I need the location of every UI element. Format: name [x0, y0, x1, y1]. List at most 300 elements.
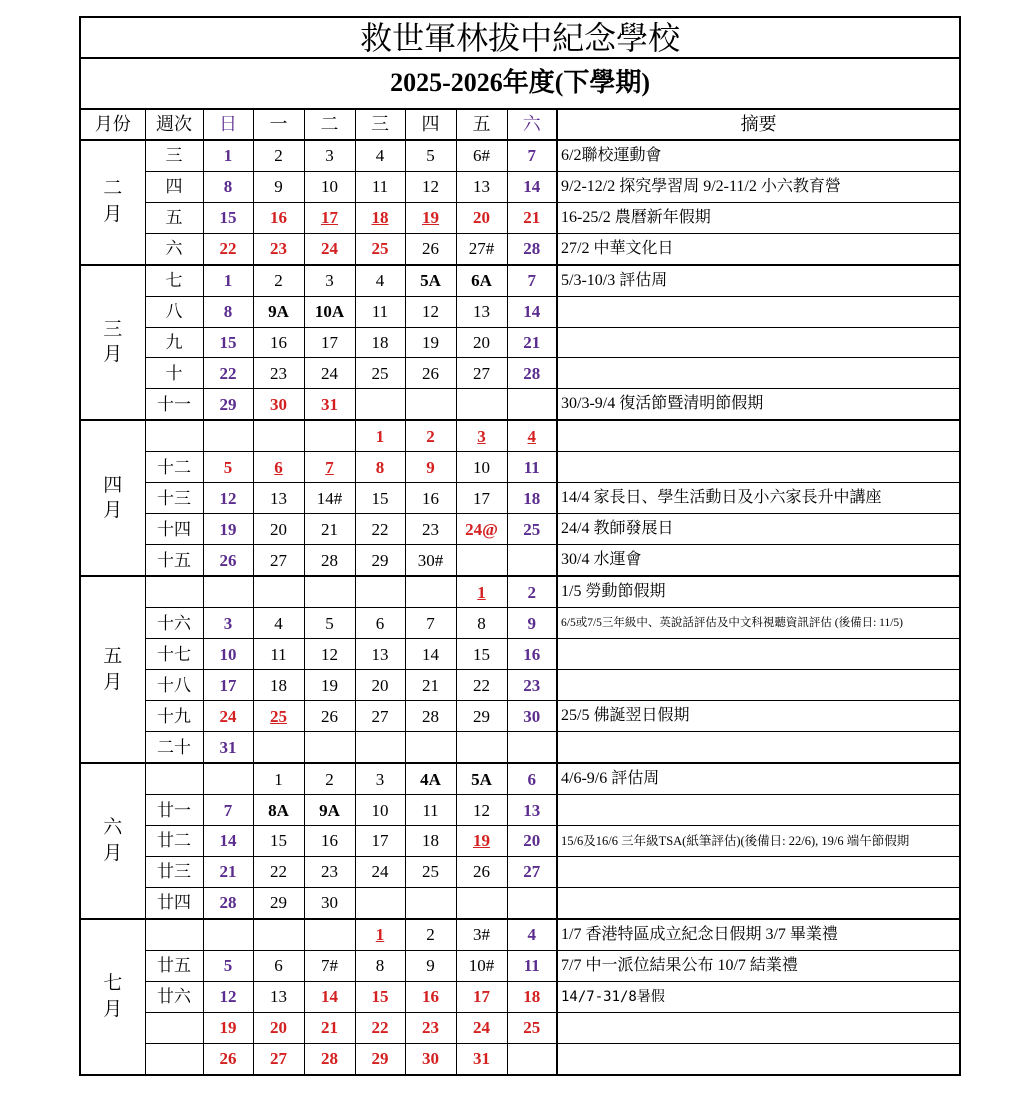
- day-cell: [456, 389, 507, 420]
- memo-cell: [557, 1012, 960, 1043]
- week-number: [145, 420, 203, 451]
- week-row: [80, 483, 960, 514]
- day-cell: 21: [507, 327, 557, 358]
- week-row: [80, 608, 960, 639]
- day-cell: [456, 545, 507, 576]
- week-header: 週次: [145, 109, 203, 140]
- day-cell: [304, 576, 355, 607]
- day-cell: [405, 887, 456, 918]
- day-cell: 9A: [253, 296, 304, 327]
- day-cell: 8A: [253, 795, 304, 826]
- memo-cell: [557, 795, 960, 826]
- day-cell: 23: [507, 670, 557, 701]
- day-cell: 18: [507, 981, 557, 1012]
- day-header-sun: 日: [203, 109, 253, 140]
- day-cell: 3: [203, 608, 253, 639]
- day-cell: 15: [355, 981, 405, 1012]
- day-cell: 12: [405, 171, 456, 202]
- day-cell: 9: [405, 950, 456, 981]
- day-cell: 28: [304, 545, 355, 576]
- memo-cell: [557, 296, 960, 327]
- day-cell: 17: [355, 826, 405, 857]
- day-cell: 30: [507, 701, 557, 732]
- day-cell: 7: [507, 140, 557, 171]
- memo-cell: 15/6及16/6 三年級TSA(紙筆評估)(後備日: 22/6), 19/6 端午節假期: [557, 826, 960, 857]
- day-cell: [355, 576, 405, 607]
- day-cell: [203, 919, 253, 950]
- month-label: 五 月: [80, 576, 145, 763]
- header-row: [80, 109, 960, 140]
- day-cell: 17: [304, 202, 355, 233]
- day-cell: 14: [507, 171, 557, 202]
- week-row: [80, 763, 960, 794]
- day-cell: 9: [507, 608, 557, 639]
- day-cell: 20: [507, 826, 557, 857]
- week-number: 廿六: [145, 981, 203, 1012]
- day-cell: 1: [253, 763, 304, 794]
- day-cell: 5: [203, 452, 253, 483]
- day-cell: 12: [203, 981, 253, 1012]
- day-cell: 28: [507, 233, 557, 264]
- day-cell: 27: [355, 701, 405, 732]
- week-row: [80, 296, 960, 327]
- day-cell: 13: [253, 483, 304, 514]
- week-number: [145, 919, 203, 950]
- day-cell: 12: [203, 483, 253, 514]
- day-cell: 11: [355, 296, 405, 327]
- memo-cell: 9/2-12/2 探究學習周 9/2-11/2 小六教育營: [557, 171, 960, 202]
- month-label: 六 月: [80, 763, 145, 919]
- month-label: 三 月: [80, 265, 145, 421]
- day-cell: 19: [203, 1012, 253, 1043]
- day-cell: 7#: [304, 950, 355, 981]
- day-cell: 4: [507, 919, 557, 950]
- day-cell: 28: [507, 358, 557, 389]
- day-cell: 31: [304, 389, 355, 420]
- day-cell: 11: [405, 795, 456, 826]
- day-cell: 1: [203, 140, 253, 171]
- day-cell: [304, 420, 355, 451]
- day-cell: 23: [405, 514, 456, 545]
- day-cell: 6: [507, 763, 557, 794]
- month-label: 二 月: [80, 140, 145, 265]
- day-cell: 7: [304, 452, 355, 483]
- day-header-thu: 四: [405, 109, 456, 140]
- day-cell: 2: [253, 265, 304, 296]
- day-cell: 16: [253, 202, 304, 233]
- week-row: [80, 140, 960, 171]
- memo-cell: [557, 358, 960, 389]
- day-cell: 17: [456, 981, 507, 1012]
- day-cell: 27: [253, 545, 304, 576]
- day-cell: [304, 732, 355, 763]
- day-cell: 9A: [304, 795, 355, 826]
- day-cell: 16: [507, 639, 557, 670]
- day-cell: [203, 420, 253, 451]
- day-cell: 19: [405, 202, 456, 233]
- day-cell: 2: [405, 919, 456, 950]
- week-number: 十六: [145, 608, 203, 639]
- day-cell: 29: [355, 545, 405, 576]
- day-cell: [203, 763, 253, 794]
- day-cell: 24: [304, 358, 355, 389]
- week-row: [80, 545, 960, 576]
- day-cell: 11: [355, 171, 405, 202]
- day-cell: 22: [203, 358, 253, 389]
- week-number: 十八: [145, 670, 203, 701]
- day-cell: 26: [203, 545, 253, 576]
- week-row: [80, 826, 960, 857]
- day-cell: 20: [456, 327, 507, 358]
- day-cell: 10: [355, 795, 405, 826]
- week-row: [80, 171, 960, 202]
- week-row: [80, 639, 960, 670]
- day-cell: 19: [203, 514, 253, 545]
- day-cell: 11: [507, 950, 557, 981]
- day-cell: 25: [355, 233, 405, 264]
- week-number: 十四: [145, 514, 203, 545]
- week-number: 十九: [145, 701, 203, 732]
- day-cell: 21: [304, 1012, 355, 1043]
- day-cell: 10: [456, 452, 507, 483]
- day-cell: 7: [405, 608, 456, 639]
- day-cell: 3#: [456, 919, 507, 950]
- week-number: 八: [145, 296, 203, 327]
- day-cell: 18: [355, 327, 405, 358]
- day-cell: [456, 887, 507, 918]
- day-cell: 29: [456, 701, 507, 732]
- day-cell: 26: [456, 856, 507, 887]
- memo-cell: 27/2 中華文化日: [557, 233, 960, 264]
- day-cell: 1: [355, 919, 405, 950]
- week-row: [80, 670, 960, 701]
- day-cell: 26: [304, 701, 355, 732]
- day-cell: 13: [456, 296, 507, 327]
- week-row: [80, 389, 960, 420]
- day-cell: 4: [355, 140, 405, 171]
- day-cell: 10: [304, 171, 355, 202]
- day-cell: 12: [405, 296, 456, 327]
- week-number: [145, 576, 203, 607]
- memo-cell: 5/3-10/3 評估周: [557, 265, 960, 296]
- day-cell: [507, 1043, 557, 1075]
- day-cell: 22: [203, 233, 253, 264]
- day-cell: 13: [456, 171, 507, 202]
- day-cell: 22: [355, 514, 405, 545]
- day-cell: 16: [405, 483, 456, 514]
- day-cell: 27#: [456, 233, 507, 264]
- day-cell: 21: [304, 514, 355, 545]
- day-cell: 6#: [456, 140, 507, 171]
- month-label: 七 月: [80, 919, 145, 1075]
- day-cell: 24: [355, 856, 405, 887]
- day-cell: [507, 545, 557, 576]
- day-cell: 17: [203, 670, 253, 701]
- day-cell: 14: [405, 639, 456, 670]
- week-row: [80, 856, 960, 887]
- week-number: 十: [145, 358, 203, 389]
- week-row: [80, 701, 960, 732]
- week-row: [80, 1012, 960, 1043]
- day-cell: 21: [507, 202, 557, 233]
- day-cell: 7: [507, 265, 557, 296]
- day-cell: 2: [253, 140, 304, 171]
- day-cell: 8: [203, 171, 253, 202]
- week-row: [80, 420, 960, 451]
- day-cell: 17: [456, 483, 507, 514]
- week-row: [80, 358, 960, 389]
- day-header-sat: 六: [507, 109, 557, 140]
- day-cell: 5A: [456, 763, 507, 794]
- day-cell: [253, 919, 304, 950]
- day-cell: 3: [304, 140, 355, 171]
- day-cell: 14#: [304, 483, 355, 514]
- day-cell: 3: [456, 420, 507, 451]
- day-cell: 24: [304, 233, 355, 264]
- memo-cell: 1/5 勞動節假期: [557, 576, 960, 607]
- academic-year-title: 2025-2026年度(下學期): [80, 58, 960, 108]
- day-cell: 25: [507, 514, 557, 545]
- day-cell: 26: [405, 233, 456, 264]
- day-cell: 30: [304, 887, 355, 918]
- memo-cell: 14/7-31/8暑假: [557, 981, 960, 1012]
- day-cell: 21: [203, 856, 253, 887]
- day-cell: 12: [456, 795, 507, 826]
- day-cell: 15: [253, 826, 304, 857]
- week-number: [145, 1043, 203, 1075]
- day-cell: 23: [405, 1012, 456, 1043]
- day-cell: 30: [253, 389, 304, 420]
- day-cell: 26: [203, 1043, 253, 1075]
- school-name-title: 救世軍林拔中紀念學校: [80, 17, 960, 58]
- week-number: 十一: [145, 389, 203, 420]
- day-cell: [203, 576, 253, 607]
- week-number: 十七: [145, 639, 203, 670]
- day-cell: [456, 732, 507, 763]
- memo-cell: 4/6-9/6 評估周: [557, 763, 960, 794]
- day-cell: 22: [253, 856, 304, 887]
- memo-cell: [557, 639, 960, 670]
- day-cell: 23: [253, 233, 304, 264]
- day-cell: 18: [507, 483, 557, 514]
- day-cell: 19: [456, 826, 507, 857]
- day-cell: 18: [355, 202, 405, 233]
- day-cell: 13: [355, 639, 405, 670]
- memo-cell: [557, 856, 960, 887]
- week-number: 二十: [145, 732, 203, 763]
- day-cell: 2: [507, 576, 557, 607]
- week-number: 廿五: [145, 950, 203, 981]
- day-cell: 10A: [304, 296, 355, 327]
- day-cell: 15: [203, 327, 253, 358]
- day-header-tue: 二: [304, 109, 355, 140]
- day-cell: 23: [304, 856, 355, 887]
- day-cell: 28: [203, 887, 253, 918]
- day-cell: 2: [405, 420, 456, 451]
- memo-cell: [557, 670, 960, 701]
- day-cell: [507, 389, 557, 420]
- memo-cell: 1/7 香港特區成立紀念日假期 3/7 畢業禮: [557, 919, 960, 950]
- day-cell: 14: [304, 981, 355, 1012]
- day-cell: 28: [304, 1043, 355, 1075]
- week-row: [80, 950, 960, 981]
- day-cell: 29: [203, 389, 253, 420]
- day-cell: 23: [253, 358, 304, 389]
- week-row: [80, 919, 960, 950]
- day-cell: 19: [304, 670, 355, 701]
- day-cell: 18: [405, 826, 456, 857]
- memo-cell: [557, 732, 960, 763]
- week-number: 十五: [145, 545, 203, 576]
- day-cell: 28: [405, 701, 456, 732]
- day-cell: 26: [405, 358, 456, 389]
- day-cell: 30#: [405, 545, 456, 576]
- day-cell: 7: [203, 795, 253, 826]
- week-number: 廿一: [145, 795, 203, 826]
- day-cell: 6A: [456, 265, 507, 296]
- week-row: [80, 233, 960, 264]
- week-number: 四: [145, 171, 203, 202]
- day-cell: 17: [304, 327, 355, 358]
- day-cell: 4: [507, 420, 557, 451]
- day-cell: 19: [405, 327, 456, 358]
- day-cell: [355, 887, 405, 918]
- memo-cell: 6/5或7/5三年級中、英說話評估及中文科視聽資訊評估 (後備日: 11/5): [557, 608, 960, 639]
- week-row: [80, 1043, 960, 1075]
- day-cell: [405, 732, 456, 763]
- day-cell: 3: [304, 265, 355, 296]
- day-cell: 16: [304, 826, 355, 857]
- week-number: 九: [145, 327, 203, 358]
- week-number: 十二: [145, 452, 203, 483]
- day-cell: 25: [405, 856, 456, 887]
- day-cell: 10#: [456, 950, 507, 981]
- day-cell: 8: [456, 608, 507, 639]
- day-cell: 8: [203, 296, 253, 327]
- day-cell: 20: [253, 1012, 304, 1043]
- day-cell: [507, 887, 557, 918]
- memo-cell: [557, 420, 960, 451]
- week-row: [80, 887, 960, 918]
- day-cell: 12: [304, 639, 355, 670]
- day-cell: 15: [456, 639, 507, 670]
- school-calendar-table: [79, 16, 961, 1076]
- day-cell: 5: [203, 950, 253, 981]
- day-cell: 5: [405, 140, 456, 171]
- week-row: [80, 327, 960, 358]
- memo-cell: [557, 327, 960, 358]
- week-row: [80, 576, 960, 607]
- day-cell: 16: [253, 327, 304, 358]
- memo-cell: 7/7 中一派位結果公布 10/7 結業禮: [557, 950, 960, 981]
- day-cell: 4: [355, 265, 405, 296]
- day-cell: 10: [203, 639, 253, 670]
- week-row: [80, 732, 960, 763]
- day-cell: 6: [253, 452, 304, 483]
- day-cell: 11: [507, 452, 557, 483]
- day-cell: 24: [203, 701, 253, 732]
- memo-cell: 6/2聯校運動會: [557, 140, 960, 171]
- memo-cell: 14/4 家長日、學生活動日及小六家長升中講座: [557, 483, 960, 514]
- day-cell: 9: [253, 171, 304, 202]
- day-cell: 1: [355, 420, 405, 451]
- month-label: 四 月: [80, 420, 145, 576]
- week-number: 六: [145, 233, 203, 264]
- memo-cell: 24/4 教師發展日: [557, 514, 960, 545]
- memo-cell: 30/3-9/4 復活節暨清明節假期: [557, 389, 960, 420]
- week-number: 五: [145, 202, 203, 233]
- day-cell: 20: [355, 670, 405, 701]
- memo-cell: [557, 452, 960, 483]
- week-number: 廿四: [145, 887, 203, 918]
- memo-cell: 30/4 水運會: [557, 545, 960, 576]
- day-cell: 3: [355, 763, 405, 794]
- week-row: [80, 514, 960, 545]
- day-cell: 22: [456, 670, 507, 701]
- week-number: 三: [145, 140, 203, 171]
- day-cell: 16: [405, 981, 456, 1012]
- day-cell: 5: [304, 608, 355, 639]
- day-cell: 14: [507, 296, 557, 327]
- day-cell: 27: [456, 358, 507, 389]
- day-cell: 25: [355, 358, 405, 389]
- week-number: [145, 1012, 203, 1043]
- memo-header: 摘要: [557, 109, 960, 140]
- day-cell: 30: [405, 1043, 456, 1075]
- day-cell: 25: [507, 1012, 557, 1043]
- day-cell: [253, 732, 304, 763]
- week-number: [145, 763, 203, 794]
- day-cell: 11: [253, 639, 304, 670]
- day-cell: 8: [355, 452, 405, 483]
- memo-cell: [557, 887, 960, 918]
- day-header-fri: 五: [456, 109, 507, 140]
- memo-cell: 25/5 佛誕翌日假期: [557, 701, 960, 732]
- day-cell: 22: [355, 1012, 405, 1043]
- week-row: [80, 795, 960, 826]
- day-cell: 25: [253, 701, 304, 732]
- day-cell: 29: [253, 887, 304, 918]
- day-cell: 14: [203, 826, 253, 857]
- day-cell: 31: [456, 1043, 507, 1075]
- day-cell: [405, 389, 456, 420]
- week-row: [80, 981, 960, 1012]
- day-cell: [253, 420, 304, 451]
- day-cell: [355, 389, 405, 420]
- day-cell: [405, 576, 456, 607]
- day-cell: 15: [355, 483, 405, 514]
- day-cell: 1: [456, 576, 507, 607]
- memo-cell: [557, 1043, 960, 1075]
- day-cell: 5A: [405, 265, 456, 296]
- day-header-mon: 一: [253, 109, 304, 140]
- day-cell: 6: [355, 608, 405, 639]
- day-cell: [507, 732, 557, 763]
- day-cell: 6: [253, 950, 304, 981]
- day-cell: 4: [253, 608, 304, 639]
- day-cell: 18: [253, 670, 304, 701]
- week-number: 廿二: [145, 826, 203, 857]
- week-row: [80, 452, 960, 483]
- week-number: 廿三: [145, 856, 203, 887]
- day-cell: 31: [203, 732, 253, 763]
- day-cell: 27: [253, 1043, 304, 1075]
- day-cell: 15: [203, 202, 253, 233]
- day-cell: 4A: [405, 763, 456, 794]
- day-cell: [355, 732, 405, 763]
- day-cell: 2: [304, 763, 355, 794]
- day-cell: 20: [253, 514, 304, 545]
